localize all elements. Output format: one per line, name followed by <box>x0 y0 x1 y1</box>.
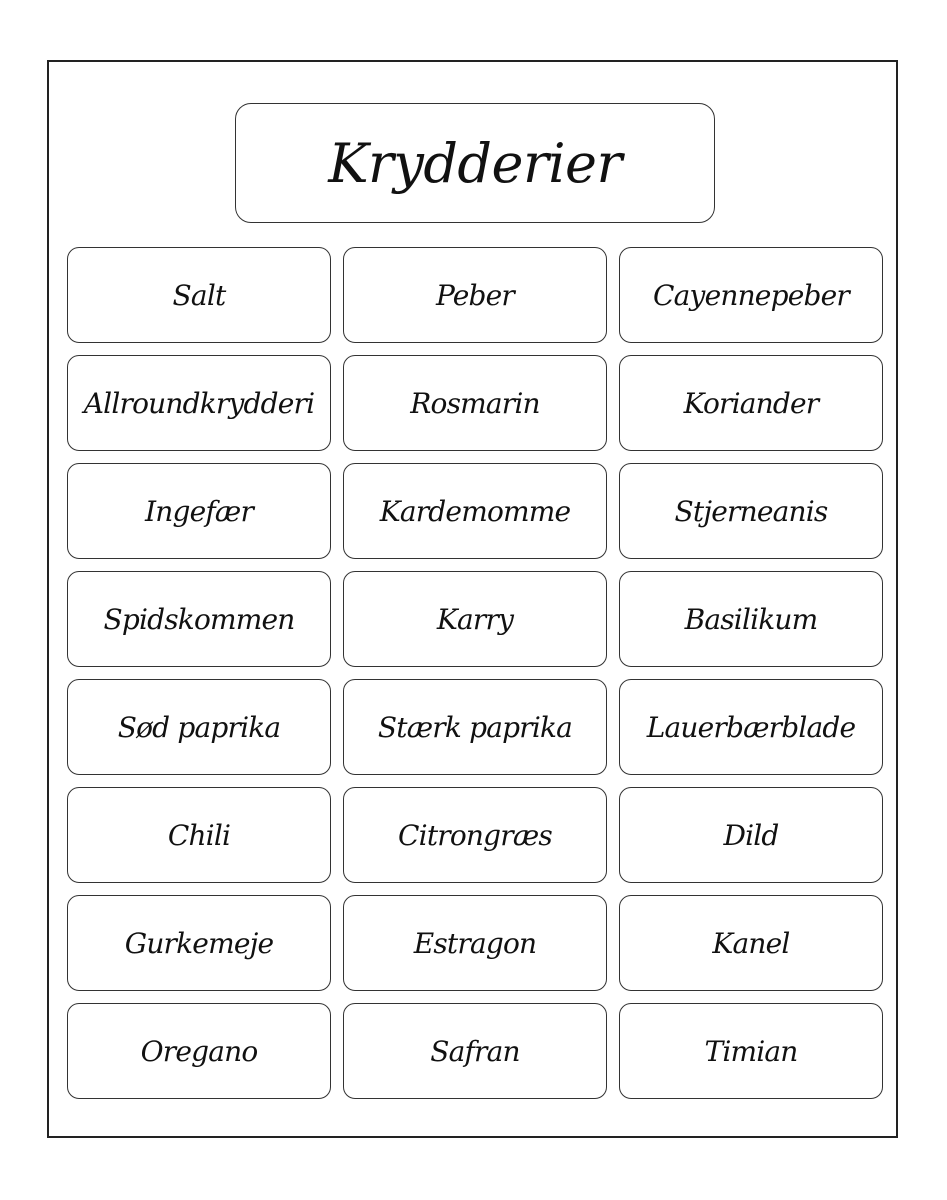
spice-label-text: Lauerbærblade <box>646 710 856 744</box>
spice-label <box>67 895 331 991</box>
spice-label <box>619 1003 883 1099</box>
spice-label <box>619 571 883 667</box>
spice-label-text: Stærk paprika <box>377 710 573 744</box>
spice-label <box>67 1003 331 1099</box>
spice-label-text: Basilikum <box>684 602 818 636</box>
spice-label <box>343 247 607 343</box>
spice-label <box>67 247 331 343</box>
label-sheet <box>47 60 898 1138</box>
spice-label-text: Gurkemeje <box>124 926 274 960</box>
spice-label-text: Estragon <box>413 926 537 960</box>
spice-label <box>619 463 883 559</box>
spice-label-grid <box>67 247 883 1099</box>
spice-label <box>619 787 883 883</box>
spice-label-text: Karry <box>436 602 514 636</box>
spice-label <box>619 679 883 775</box>
spice-label-text: Spidskommen <box>103 602 295 636</box>
spice-label-text: Stjerneanis <box>674 494 828 528</box>
spice-label <box>343 679 607 775</box>
spice-label <box>67 571 331 667</box>
page-title: Krydderier <box>328 131 622 195</box>
spice-label-text: Citrongræs <box>398 818 552 852</box>
spice-label <box>343 787 607 883</box>
spice-label <box>343 463 607 559</box>
spice-label <box>619 355 883 451</box>
spice-label-text: Koriander <box>683 386 819 420</box>
spice-label-text: Chili <box>167 818 231 852</box>
spice-label-text: Ingefær <box>144 494 254 528</box>
spice-label-text: Safran <box>430 1034 520 1068</box>
spice-label-text: Dild <box>723 818 779 852</box>
title-label <box>235 103 715 223</box>
spice-label <box>619 895 883 991</box>
spice-label-text: Salt <box>172 278 226 312</box>
spice-label-text: Kanel <box>712 926 790 960</box>
spice-label <box>67 787 331 883</box>
spice-label-text: Cayennepeber <box>653 278 849 312</box>
spice-label-text: Allroundkrydderi <box>83 386 315 420</box>
spice-label <box>67 679 331 775</box>
spice-label-text: Kardemomme <box>379 494 571 528</box>
spice-label <box>619 247 883 343</box>
spice-label-text: Timian <box>704 1034 798 1068</box>
spice-label <box>343 895 607 991</box>
spice-label-text: Oregano <box>140 1034 258 1068</box>
spice-label <box>343 571 607 667</box>
spice-label <box>67 463 331 559</box>
spice-label <box>343 1003 607 1099</box>
spice-label-text: Peber <box>435 278 515 312</box>
spice-label-text: Sød paprika <box>117 710 281 744</box>
spice-label <box>67 355 331 451</box>
spice-label <box>343 355 607 451</box>
spice-label-text: Rosmarin <box>410 386 540 420</box>
